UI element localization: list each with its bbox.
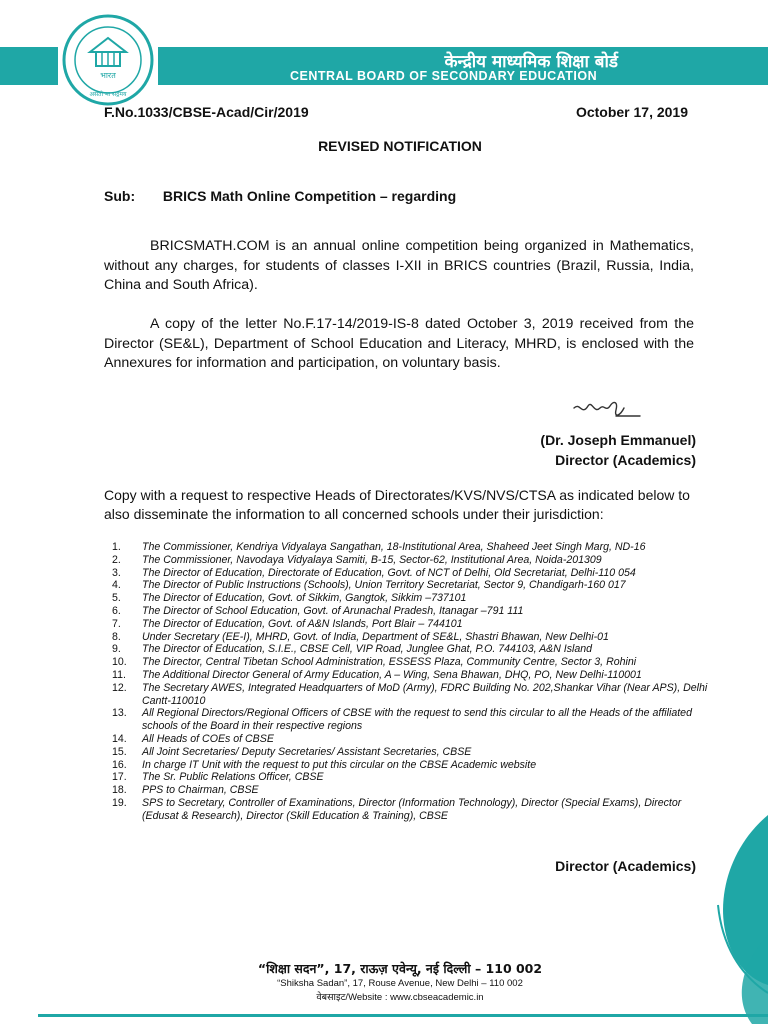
recipient-number: 15. — [112, 745, 127, 758]
recipient-item — [112, 579, 712, 592]
recipient-number: 7. — [112, 617, 121, 630]
closing-signatory-title: Director (Academics) — [555, 858, 696, 874]
letterhead — [0, 0, 768, 100]
signatory-title: Director (Academics) — [555, 452, 696, 468]
recipient-text: The Director of Education, Govt. of Sikkim, Gangtok, Sikkim –737101 — [142, 592, 467, 605]
signature-icon — [570, 396, 646, 426]
recipient-item — [112, 567, 712, 580]
recipient-item — [112, 784, 712, 797]
recipient-number: 13. — [112, 707, 127, 720]
recipient-list — [112, 541, 712, 823]
document-date: October 17, 2019 — [575, 104, 688, 120]
recipient-number: 12. — [112, 681, 127, 694]
recipient-item — [112, 707, 712, 733]
recipient-item — [112, 554, 712, 567]
subject-line — [104, 188, 456, 204]
recipient-item — [112, 682, 712, 708]
recipient-number: 17. — [112, 771, 127, 784]
recipient-text: The Secretary AWES, Integrated Headquarters of MoD (Army), FDRC Building No. 202,Shankar Vihar (Near APS), Delhi Cantt-110010 — [142, 681, 708, 707]
recipient-number: 14. — [112, 732, 127, 745]
copy-to-note: Copy with a request to respective Heads of Directorates/KVS/NVS/CTSA as indicated below to also disseminate the information to all concerned schools under their jurisdiction: — [104, 487, 690, 522]
address-hindi: “शिक्षा सदन”, 17, राऊज़ एवेन्यू, नई दिल्ली – 110 002 — [257, 961, 543, 976]
recipient-item — [112, 643, 712, 656]
header-band-left — [0, 47, 58, 85]
recipient-number: 5. — [112, 592, 121, 605]
recipient-text: The Director of Education, Directorate of Education, Govt. of NCT of Delhi, Old Secretariat, Delhi-110 054 — [142, 566, 636, 579]
org-name-english: CENTRAL BOARD OF SECONDARY EDUCATION — [290, 69, 598, 83]
recipient-number: 11. — [112, 668, 126, 681]
recipient-item — [112, 669, 712, 682]
recipient-text: The Commissioner, Navodaya Vidyalaya Samiti, B-15, Sector-62, Institutional Area, Noida-201309 — [142, 553, 602, 566]
recipient-number: 10. — [112, 656, 127, 669]
recipient-text: The Director of Education, Govt. of A&N Islands, Port Blair – 744101 — [142, 617, 463, 630]
recipient-item — [112, 631, 712, 644]
footer-address — [0, 960, 768, 1003]
logo-center-text: भारत — [100, 71, 116, 80]
recipient-item — [112, 797, 712, 823]
recipient-number: 6. — [112, 604, 121, 617]
recipient-text: PPS to Chairman, CBSE — [142, 784, 259, 797]
recipient-text: All Regional Directors/Regional Officers of CBSE with the request to send this circular to all the Heads of the affiliated schools of the Board in their respective regions — [142, 707, 692, 733]
cbse-logo-icon — [60, 12, 156, 108]
recipient-item — [112, 656, 712, 669]
recipient-text: SPS to Secretary, Controller of Examinations, Director (Information Technology), Director (Special Exams), Director (Edusat & Research), Director (Skill Education & Training), CBSE — [142, 796, 682, 822]
signatory-name: (Dr. Joseph Emmanuel) — [540, 432, 696, 448]
recipient-number: 19. — [112, 796, 127, 809]
logo-motto: असतो मा सद्गमय — [89, 91, 127, 98]
recipient-text: The Sr. Public Relations Officer, CBSE — [142, 771, 324, 784]
body-paragraph-1: BRICSMATH.COM is an annual online competition being organized in Mathematics, without any charges, for students of classes I-XII in BRICS countries (Brazil, Russia, India, China and South Africa). — [104, 238, 694, 293]
recipient-number: 16. — [112, 758, 127, 771]
body-paragraph-2: A copy of the letter No.F.17-14/2019-IS-8 dated October 3, 2019 received from the Director (SE&L), Department of School Education and Literacy, MHRD, is enclosed with the Annexures for information and participation, on voluntary basis. — [104, 316, 694, 371]
recipient-number: 2. — [112, 553, 121, 566]
footer-divider — [38, 1014, 768, 1017]
recipient-item — [112, 592, 712, 605]
recipient-text: All Heads of COEs of CBSE — [142, 732, 274, 745]
recipient-text: The Director of Education, S.I.E., CBSE Cell, VIP Road, Junglee Ghat, P.O. 744103, A&N Island — [142, 643, 593, 656]
recipient-item — [112, 605, 712, 618]
address-english: “Shiksha Sadan”, 17, Rouse Avenue, New Delhi – 110 002 — [277, 978, 523, 989]
recipient-item — [112, 746, 712, 759]
recipient-number: 4. — [112, 579, 121, 592]
recipient-number: 18. — [112, 784, 127, 797]
recipient-text: The Director, Central Tibetan School Administration, ESSESS Plaza, Community Centre, Sector 3, Rohini — [142, 656, 637, 669]
recipient-text: The Director of Public Instructions (Schools), Union Territory Secretariat, Sector 9, Chandigarh-160 017 — [142, 579, 626, 592]
recipient-text: In charge IT Unit with the request to put this circular on the CBSE Academic website — [142, 758, 537, 771]
recipient-number: 8. — [112, 630, 121, 643]
recipient-number: 3. — [112, 566, 121, 579]
recipient-text: The Commissioner, Kendriya Vidyalaya Sangathan, 18-Institutional Area, Shaheed Jeet Singh Marg, ND-16 — [142, 541, 646, 553]
reference-number: F.No.1033/CBSE-Acad/Cir/2019 — [104, 104, 309, 120]
recipient-item — [112, 733, 712, 746]
recipient-text: The Director of School Education, Govt. of Arunachal Pradesh, Itanagar –791 111 — [142, 604, 524, 617]
recipient-number: 9. — [112, 643, 121, 656]
recipient-item — [112, 771, 712, 784]
recipient-item — [112, 541, 712, 554]
org-name-hindi: केन्द्रीय माध्यमिक शिक्षा बोर्ड — [444, 52, 618, 72]
website-text: वेबसाइट/Website : www.cbseacademic.in — [316, 992, 484, 1003]
recipient-item — [112, 759, 712, 772]
subject-text: BRICS Math Online Competition – regarding — [162, 188, 457, 204]
subject-label: Sub: — [104, 188, 136, 204]
recipient-number: 1. — [112, 541, 121, 553]
recipient-text: All Joint Secretaries/ Deputy Secretaries/ Assistant Secretaries, CBSE — [142, 745, 472, 758]
recipient-text: The Additional Director General of Army Education, A – Wing, Sena Bhawan, DHQ, PO, New Delhi-110001 — [142, 668, 642, 681]
recipient-text: Under Secretary (EE-I), MHRD, Govt. of India, Department of SE&L, Shastri Bhawan, New Delhi-01 — [142, 630, 609, 643]
signatory-block — [540, 430, 696, 470]
document-title: REVISED NOTIFICATION — [318, 138, 482, 154]
recipient-item — [112, 618, 712, 631]
header-band — [158, 47, 768, 85]
